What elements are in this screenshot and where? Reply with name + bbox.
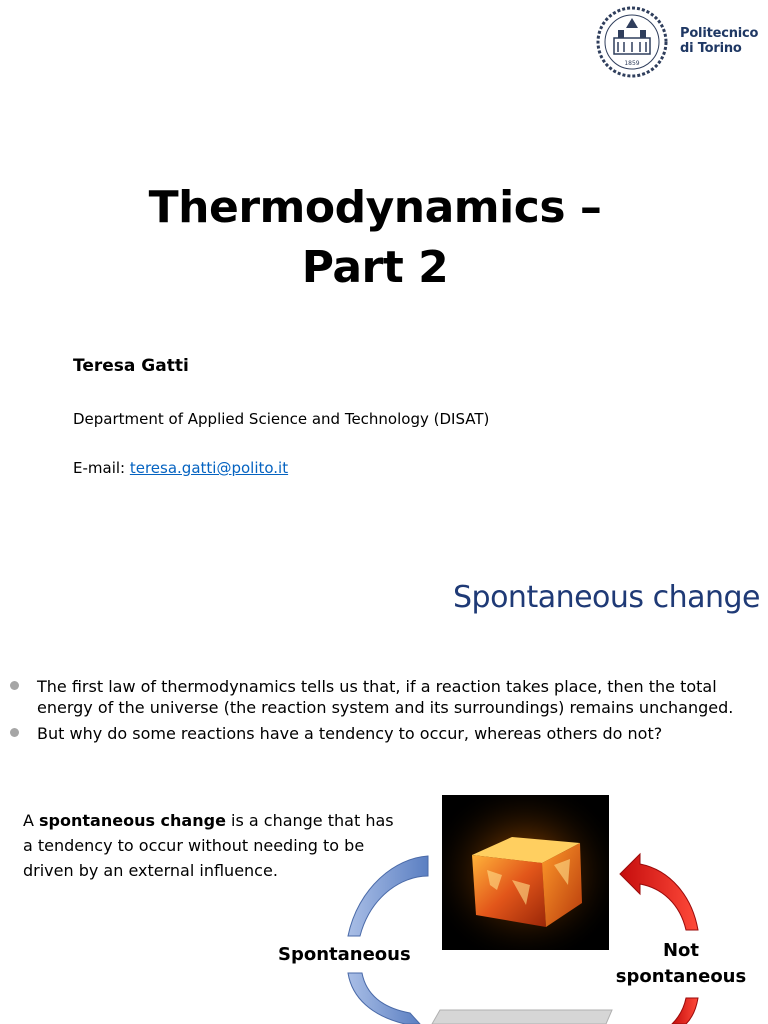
email-line (73, 459, 288, 477)
blue-arrow-top (348, 856, 428, 936)
email-link[interactable]: teresa.gatti@polito.it (129, 459, 289, 477)
university-seal-icon (594, 4, 674, 80)
grey-block (432, 1010, 612, 1024)
red-arrow-bottom (672, 998, 698, 1024)
author-name: Teresa Gatti (73, 356, 189, 376)
list-item: The first law of thermodynamics tells us that, if a reaction takes place, then the total energy of the universe (the reaction system and its surroundings) remains unchanged. (10, 676, 760, 718)
seal-year: 1859 (624, 60, 640, 67)
department: Department of Applied Science and Technology (DISAT) (73, 410, 490, 428)
label-spontaneous: Spontaneous (278, 944, 411, 965)
hot-block-image (442, 795, 609, 950)
list-item: But why do some reactions have a tendency to occur, whereas others do not? (10, 723, 760, 744)
logo-name: Politecnico di Torino (680, 26, 759, 56)
content-slide (0, 558, 768, 1024)
red-arrow-top (620, 854, 698, 930)
label-not-spontaneous: Not spontaneous (615, 940, 747, 987)
slide2-title: Spontaneous change (452, 580, 760, 615)
politecnico-logo (594, 4, 762, 80)
email-label: E-mail: (73, 459, 130, 477)
slide-title: Thermodynamics – Part 2 (148, 182, 602, 293)
glowing-block-icon (442, 795, 609, 950)
definition-text: A spontaneous change is a change that has a tendency to occur without needing to be driven by an external influence. (23, 811, 394, 880)
blue-arrow-bottom (348, 973, 420, 1024)
definition-term: spontaneous change (39, 811, 226, 830)
